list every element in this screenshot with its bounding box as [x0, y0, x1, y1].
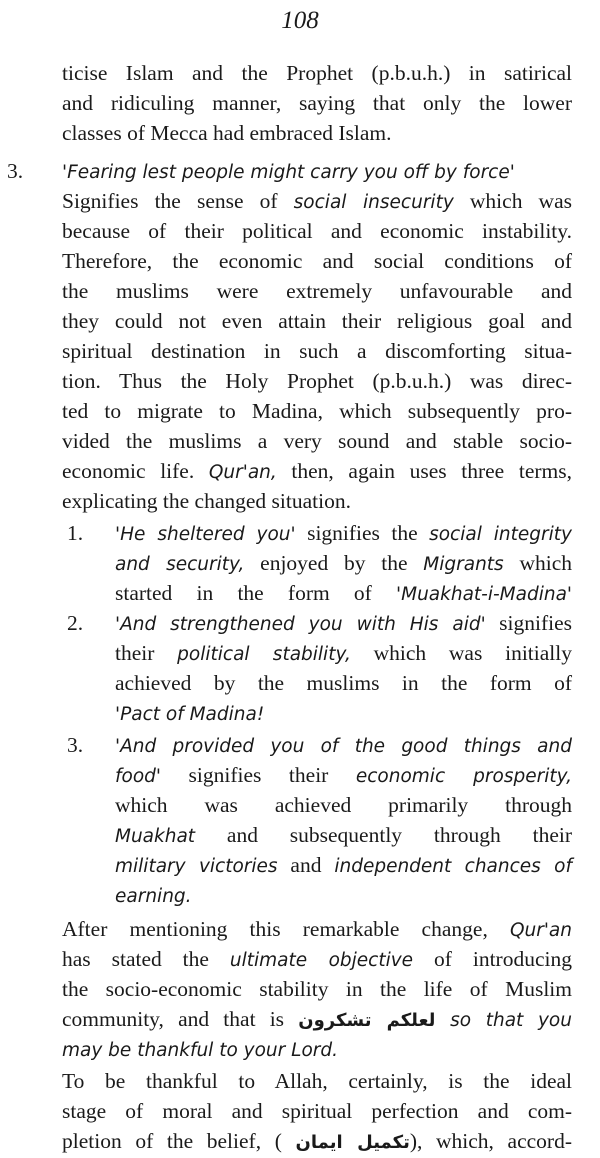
sub-list-number: 2.	[67, 611, 84, 635]
text-line: 'Pact of Madina!	[115, 704, 265, 725]
text-line: has stated the ultimate objective of introducing	[62, 947, 572, 971]
text-line: Therefore, the economic and social conditions of	[62, 249, 572, 273]
quote-text: 'Fearing lest people might carry you off by force'	[62, 162, 515, 183]
sub-list-number: 1.	[67, 521, 84, 545]
text-line: achieved by the muslims in the form of	[115, 671, 572, 695]
text-line: the muslims were extremely unfavourable and	[62, 279, 572, 303]
text-line: may be thankful to your Lord.	[62, 1040, 338, 1061]
arabic-phrase: لعلكم تشكرون	[298, 1010, 436, 1031]
text-line: stage of moral and spiritual perfection and com-	[62, 1099, 572, 1123]
text-line: community, and that is لعلكم تشكرون so that you	[62, 1007, 572, 1031]
text-line: 'He sheltered you' signifies the social integrity	[115, 521, 572, 545]
text-line: because of their political and economic instability.	[62, 219, 572, 243]
text-line: 'And provided you of the good things and	[115, 736, 572, 757]
text-line: started in the form of 'Muakhat-i-Madina'	[115, 581, 572, 605]
text-line: ticise Islam and the Prophet (p.b.u.h.) in satirical	[62, 61, 572, 85]
text-line: which was achieved primarily through	[115, 793, 572, 817]
text-line: Signifies the sense of social insecurity which was	[62, 189, 572, 213]
arabic-phrase: تكميل ايمان	[295, 1132, 410, 1153]
text-line: explicating the changed situation.	[62, 489, 351, 513]
text-line: 'And strengthened you with His aid' signifies	[115, 611, 572, 635]
sub-list-number: 3.	[67, 733, 84, 757]
text-line: the socio-economic stability in the life of Muslim	[62, 977, 572, 1001]
text-line: and ridiculing manner, saying that only the lower	[62, 91, 572, 115]
text-line: Muakhat and subsequently through their	[115, 823, 572, 847]
text-line: their political stability, which was initially	[115, 641, 572, 665]
text-line: they could not even attain their religious goal and	[62, 309, 572, 333]
text-line: food' signifies their economic prosperity,	[115, 763, 572, 787]
page-number: 108	[281, 7, 319, 34]
text-line: After mentioning this remarkable change, Qur'an	[62, 917, 572, 941]
text-line: and security, enjoyed by the Migrants which	[115, 551, 572, 575]
text-line: tion. Thus the Holy Prophet (p.b.u.h.) was direc-	[62, 369, 572, 393]
text-line: ted to migrate to Madina, which subsequently pro-	[62, 399, 572, 423]
list-number: 3.	[7, 159, 24, 183]
text-line: earning.	[115, 886, 192, 907]
text-line: vided the muslims a very sound and stable socio-	[62, 429, 572, 453]
text-line: economic life. Qur'an, then, again uses three terms,	[62, 459, 572, 483]
text-line: To be thankful to Allah, certainly, is the ideal	[62, 1069, 572, 1093]
text-line	[62, 156, 515, 186]
text-line: classes of Mecca had embraced Islam.	[62, 121, 392, 145]
text-line: pletion of the belief, ( تكميل ايمان), which, accord-	[62, 1129, 572, 1153]
text-line: military victories and independent chances of	[115, 853, 573, 877]
text-line: spiritual destination in such a discomforting situa-	[62, 339, 572, 363]
